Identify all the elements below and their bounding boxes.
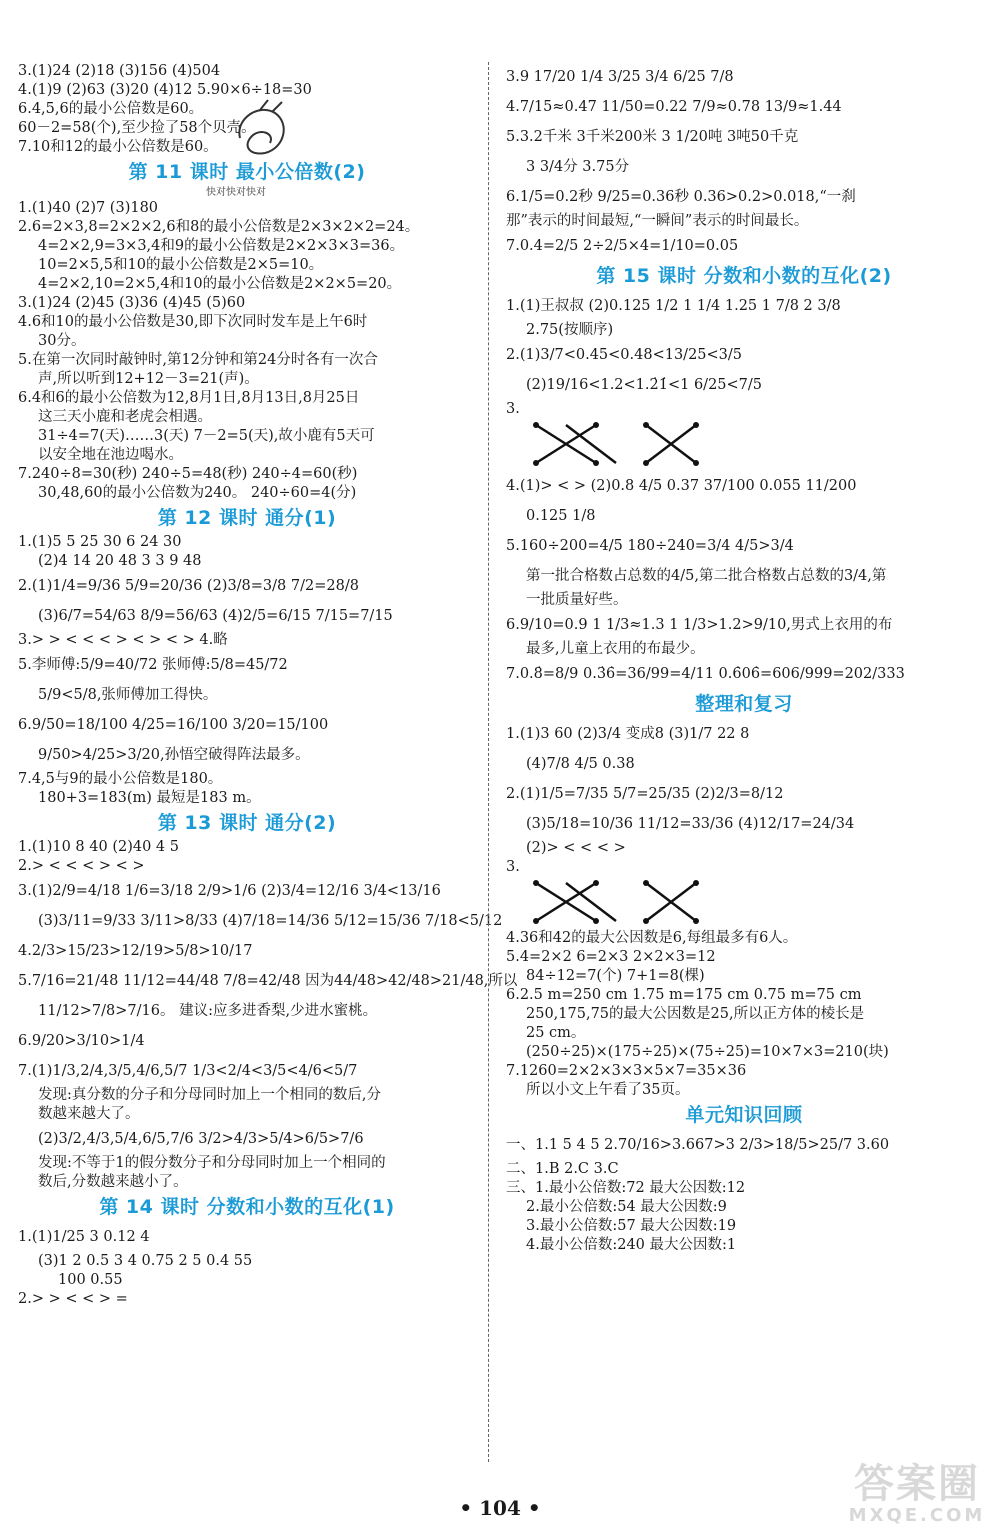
handwritten-scribble-icon — [230, 98, 300, 168]
answer-line: 6.2.5 m=250 cm 1.75 m=175 cm 0.75 m=75 cm — [506, 987, 862, 1003]
answer-line: 4.(1)> < > (2)0.8 4/5 0.37 37/100 0.055 11/200 — [506, 478, 857, 494]
answer-line: 5.3.2千米 3千米200米 3 1/20吨 3吨50千克 — [506, 129, 799, 145]
section-heading: 单元知识回顾 — [685, 1104, 803, 1126]
answer-line: 4.7/15≈0.47 11/50=0.22 7/9≈0.78 13/9≈1.44 — [506, 99, 842, 115]
answer-line: 3 3/4分 3.75分 — [526, 159, 630, 175]
section-heading: 第 13 课时 通分(2) — [157, 812, 337, 834]
answer-line: (2)19/16<1.2<1.2̇1̇<1 6/25<7/5 — [526, 377, 763, 393]
answer-line: 2.6=2×3,8=2×2×2,6和8的最小公倍数是2×3×2×2=24。 — [18, 219, 420, 235]
answer-line: 声,所以听到12+12－3=21(声)。 — [38, 371, 259, 387]
answer-line: 30,48,60的最小公倍数为240。 240÷60=4(分) — [38, 485, 357, 501]
answer-line: 10=2×5,5和10的最小公倍数是2×5=10。 — [38, 257, 324, 273]
answer-line: 6.9/20>3/10>1/4 — [18, 1033, 145, 1049]
answer-line: 1.(1)1/25 3 0.12 4 — [18, 1229, 150, 1245]
section-heading: 第 14 课时 分数和小数的互化(1) — [99, 1196, 395, 1218]
answer-line: 1.(1)3 60 (2)3/4 变成8 (3)1/7 22 8 — [506, 726, 750, 742]
answer-line: 7.10和12的最小公倍数是60。 — [18, 139, 218, 155]
answer-line: 6.9/10=0.9 1 1/3≈1.3 1 1/3>1.2>9/10,男式上衣用的布 — [506, 617, 893, 633]
answer-line: 1.(1)5 5 25 30 6 24 30 — [18, 534, 182, 550]
answer-line: 25 cm。 — [526, 1025, 586, 1041]
answer-line: 7.240÷8=30(秒) 240÷5=48(秒) 240÷4=60(秒) — [18, 466, 358, 482]
answer-line: (4)7/8 4/5 0.38 — [526, 756, 635, 772]
answer-line: 7.1260=2×2×3×3×5×7=35×36 — [506, 1063, 747, 1079]
answer-line: 250,175,75的最大公因数是25,所以正方体的棱长是 — [526, 1006, 865, 1022]
section-heading: 第 11 课时 最小公倍数(2) — [128, 161, 366, 183]
answer-line: 3.(1)2/9=4/18 1/6=3/18 2/9>1/6 (2)3/4=12/16 3/4<13/16 — [18, 883, 441, 899]
answer-line: 4=2×2,9=3×3,4和9的最小公倍数是2×2×3×3=36。 — [38, 238, 405, 254]
answer-line: 3. — [506, 401, 520, 417]
answer-line: (3)6/7=54/63 8/9=56/63 (4)2/5=6/15 7/15=7/15 — [38, 608, 393, 624]
answer-line: (3)1 2 0.5 3 4 0.75 2 5 0.4 55 — [38, 1253, 253, 1269]
answer-line: 数后,分数越来越小了。 — [38, 1174, 188, 1190]
answer-line: 2.75(按顺序) — [526, 322, 614, 338]
section-heading: 第 12 课时 通分(1) — [157, 507, 337, 529]
answer-line: 3.(1)24 (2)18 (3)156 (4)504 — [18, 63, 221, 79]
answer-line: 7.4,5与9的最小公倍数是180。 — [18, 771, 223, 787]
answer-line: (3)3/11=9/33 3/11>8/33 (4)7/18=14/36 5/12=15/36 7/18<5/12 — [38, 913, 503, 929]
watermark-main: 答案圈 — [854, 1461, 980, 1507]
answer-line: 6.4,5,6的最小公倍数是60。 — [18, 101, 204, 117]
answer-line: 2.(1)3/7<0.45<0.48<13/25<3/5 — [506, 347, 743, 363]
answer-line: 5.在第一次同时敲钟时,第12分钟和第24分时各有一次合 — [18, 352, 378, 368]
answer-line: 3.9 17/20 1/4 3/25 3/4 6/25 7/8 — [506, 69, 734, 85]
handwritten-note: 快对快对快对 — [206, 187, 266, 198]
answer-line: 数越来越大了。 — [38, 1106, 140, 1122]
answer-line: 6.1/5=0.2秒 9/25=0.36秒 0.36>0.2>0.018,“一刹 — [506, 189, 856, 205]
column-divider — [488, 62, 489, 1462]
section-heading: 第 15 课时 分数和小数的互化(2) — [596, 265, 892, 287]
answer-line: 100 0.55 — [58, 1272, 123, 1288]
answer-line: 7.0.8̇=8/9 0.3̇6̇=36/99=4/11 0.6̇06̇=606/999=202/333 — [506, 666, 905, 682]
answer-line: 3.最小公倍数:57 最大公因数:19 — [526, 1218, 737, 1234]
answer-line: 6.9/50=18/100 4/25=16/100 3/20=15/100 — [18, 717, 329, 733]
answer-line: 4.2/3>15/23>12/19>5/8>10/17 — [18, 943, 253, 959]
answer-line: 3. — [506, 859, 520, 875]
answer-line: (250÷25)×(175÷25)×(75÷25)=10×7×3=210(块) — [526, 1044, 889, 1060]
answer-line: (2)> < < < > — [526, 840, 626, 856]
answer-line: 5.4=2×2 6=2×3 2×2×3=12 — [506, 949, 716, 965]
answer-line: 1.(1)10 8 40 (2)40 4 5 — [18, 839, 179, 855]
answer-line: 2.(1)1/4=9/36 5/9=20/36 (2)3/8=3/8 7/2=28/8 — [18, 578, 359, 594]
answer-line: 2.最小公倍数:54 最大公因数:9 — [526, 1199, 727, 1215]
answer-line: 30分。 — [38, 333, 86, 349]
answer-line: 4.最小公倍数:240 最大公因数:1 — [526, 1237, 737, 1253]
answer-line: 这三天小鹿和老虎会相遇。 — [38, 409, 212, 425]
answer-line: 6.4和6的最小公倍数为12,8月1日,8月13日,8月25日 — [18, 390, 360, 406]
answer-line: 7.(1)1/3,2/4,3/5,4/6,5/7 1/3<2/4<3/5<4/6<5/7 — [18, 1063, 358, 1079]
answer-line: (2)4 14 20 48 3 3 9 48 — [38, 553, 202, 569]
right-column — [506, 62, 982, 1255]
watermark-sub: MXQE.COM — [848, 1505, 986, 1526]
answer-line: 60－2=58(个),至少捡了58个贝壳。 — [18, 120, 256, 136]
section-heading: 整理和复习 — [695, 693, 793, 715]
answer-line: 4.36和42的最大公因数是6,每组最多有6人。 — [506, 930, 798, 946]
answer-line: 1.(1)40 (2)7 (3)180 — [18, 200, 159, 216]
answer-line: 0.125 1/8 — [526, 508, 596, 524]
answer-line: 4=2×2,10=2×5,4和10的最小公倍数是2×2×5=20。 — [38, 276, 402, 292]
left-column — [18, 62, 518, 1309]
matching-lines-diagram — [506, 877, 982, 929]
answer-line: 9/50>4/25>3/20,孙悟空破得阵法最多。 — [38, 747, 310, 763]
answer-line: 发现:不等于1的假分数分子和分母同时加上一个相同的 — [38, 1155, 386, 1171]
answer-line: (3)5/18=10/36 11/12=33/36 (4)12/17=24/34 — [526, 816, 855, 832]
answer-line: (2)3/2,4/3,5/4,6/5,7/6 3/2>4/3>5/4>6/5>7/6 — [38, 1131, 364, 1147]
answer-line: 1.(1)王叔叔 (2)0.125 1/2 1 1/4 1.25 1 7/8 2 3/8 — [506, 298, 841, 314]
answer-line: 3.> > < < < > < > < > 4.略 — [18, 632, 228, 648]
answer-line: 5.160÷200=4/5 180÷240=3/4 4/5>3/4 — [506, 538, 794, 554]
answer-line: 4.6和10的最小公倍数是30,即下次同时发车是上午6时 — [18, 314, 368, 330]
answer-line: 最多,儿童上衣用的布最少。 — [526, 641, 705, 657]
answer-line: 7.0.4=2/5 2÷2/5×4=1/10=0.05 — [506, 238, 739, 254]
answer-line: 三、1.最小公倍数:72 最大公因数:12 — [506, 1180, 746, 1196]
answer-line: 5/9<5/8,张师傅加工得快。 — [38, 687, 218, 703]
page-number: • 104 • — [459, 1496, 541, 1520]
answer-line: 以安全地在池边喝水。 — [38, 447, 183, 463]
answer-line: 3.(1)24 (2)45 (3)36 (4)45 (5)60 — [18, 295, 246, 311]
answer-line: 第一批合格数占总数的4/5,第二批合格数占总数的3/4,第 — [526, 568, 887, 584]
answer-line: 二、1.B 2.C 3.C — [506, 1161, 619, 1177]
watermark-logo — [842, 1462, 992, 1526]
answer-line: 那”表示的时间最短,“一瞬间”表示的时间最长。 — [506, 213, 809, 229]
answer-line: 所以小文上午看了35页。 — [526, 1082, 690, 1098]
answer-line: 180+3=183(m) 最短是183 m。 — [38, 790, 261, 806]
matching-lines-diagram — [506, 419, 982, 471]
answer-line: 5.李师傅:5/9=40/72 张师傅:5/8=45/72 — [18, 657, 288, 673]
answer-line: 2.(1)1/5=7/35 5/7=25/35 (2)2/3=8/12 — [506, 786, 784, 802]
answer-line: 发现:真分数的分子和分母同时加上一个相同的数后,分 — [38, 1087, 381, 1103]
answer-line: 一、1.1 5 4 5 2.70/16>3.667>3 2/3>18/5>25/7 3.60 — [506, 1137, 890, 1153]
answer-line: 2.> > < < > = — [18, 1291, 128, 1307]
answer-line: 31÷4=7(天)……3(天) 7－2=5(天),故小鹿有5天可 — [38, 428, 375, 444]
answer-line: 5.7/16=21/48 11/12=44/48 7/8=42/48 因为44/48>42/48>21/48,所以 — [18, 973, 518, 989]
answer-line: 2.> < < < > < > — [18, 858, 145, 874]
answer-line: 一批质量好些。 — [526, 592, 628, 608]
answer-line: 11/12>7/8>7/16。 建议:应多进香梨,少进水蜜桃。 — [38, 1003, 378, 1019]
answer-line: 4.(1)9 (2)63 (3)20 (4)12 5.90×6÷18=30 — [18, 82, 312, 98]
answer-line: 84÷12=7(个) 7+1=8(棵) — [526, 968, 705, 984]
